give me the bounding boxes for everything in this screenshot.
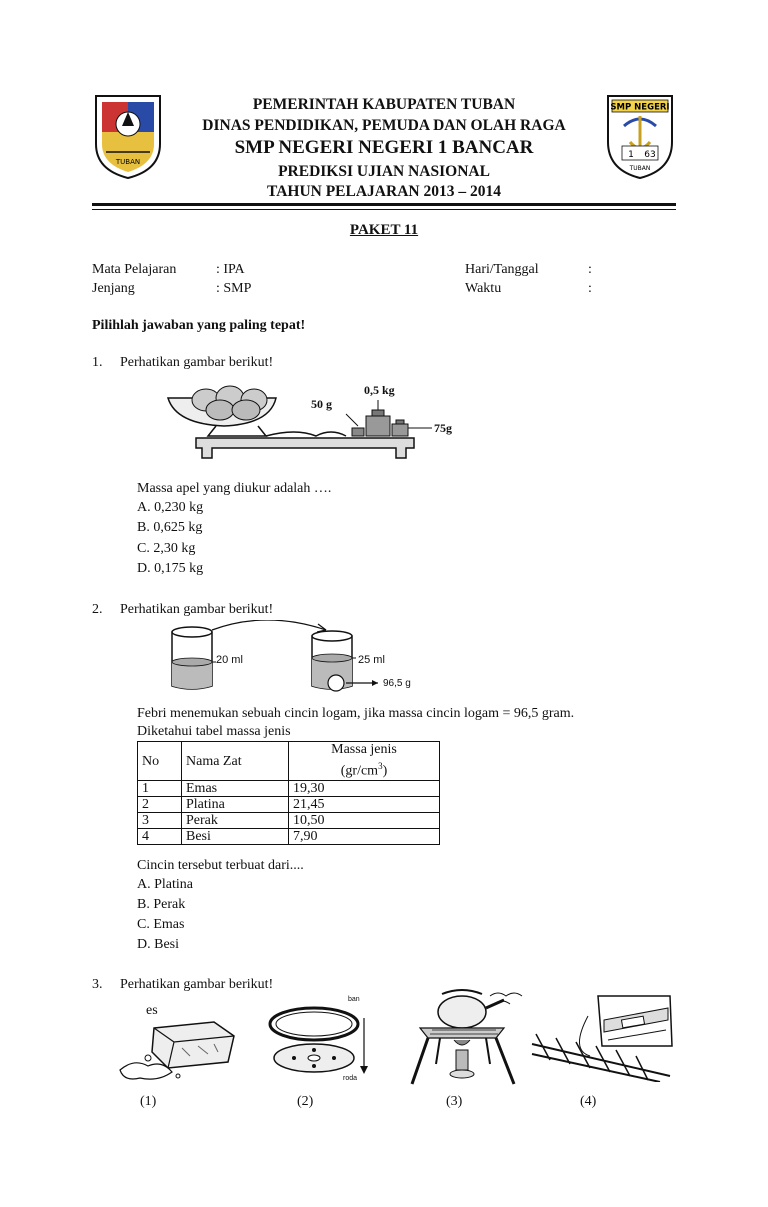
mapel-label: Mata Pelajaran: [92, 262, 177, 277]
table-cell-massa: 21,45: [289, 797, 440, 813]
q1-question: Massa apel yang diukur adalah ….: [137, 481, 332, 496]
left-logo-text: TUBAN: [115, 158, 141, 166]
q1-label-75g: 75g: [434, 421, 452, 435]
header-rule-thick: [92, 203, 676, 206]
q1-label-05kg: 0,5 kg: [364, 383, 395, 397]
q2-option-d: D. Besi: [137, 937, 179, 952]
table-header-massa-label: Massa jenis: [331, 742, 397, 758]
q2-label-25ml: 25 ml: [358, 654, 385, 666]
table-header-row: [138, 742, 440, 781]
q2-prompt: Perhatikan gambar berikut!: [120, 602, 274, 617]
q3-caption-1: (1): [140, 1094, 157, 1109]
q3-label-ban: ban: [348, 996, 360, 1003]
q1-label-50g: 50 g: [311, 397, 332, 411]
q2-question: Cincin tersebut terbuat dari....: [137, 858, 304, 873]
q3-label-roda: roda: [343, 1075, 358, 1082]
table-cell-no: 3: [138, 813, 182, 829]
hari-value: :: [588, 262, 592, 277]
table-cell-massa: 10,50: [289, 813, 440, 829]
q1-option-d: D. 0,175 kg: [137, 561, 204, 576]
q2-label-mass: 96,5 g: [383, 678, 411, 689]
header-rule-thin: [92, 209, 676, 210]
table-header-nama: Nama Zat: [182, 742, 289, 781]
q3-prompt: Perhatikan gambar berikut!: [120, 977, 274, 992]
table-cell-nama: Emas: [182, 781, 289, 797]
q3-caption-3: (3): [446, 1094, 463, 1109]
q3-caption-2: (2): [297, 1094, 314, 1109]
q1-option-b: B. 0,625 kg: [137, 520, 203, 535]
table-header-unit-sup: 3: [378, 761, 383, 772]
q3-figure-3-kettle: [406, 988, 528, 1092]
q3-figure-4-rail: [530, 990, 676, 1082]
q2-label-20ml: 20 ml: [216, 654, 243, 666]
q2-option-b: B. Perak: [137, 897, 186, 912]
paket-title: PAKET 11: [349, 222, 419, 238]
header-line2: DINAS PENDIDIKAN, PEMUDA DAN OLAH RAGA: [202, 117, 566, 134]
right-logo-title: SMP NEGERI: [610, 102, 670, 113]
q2-option-a: A. Platina: [137, 877, 193, 892]
q3-caption-4: (4): [580, 1094, 597, 1109]
q1-option-c: C. 2,30 kg: [137, 541, 196, 556]
q2-text1: Febri menemukan sebuah cincin logam, jika massa cincin logam = 96,5 gram.: [137, 706, 575, 721]
jenjang-label: Jenjang: [92, 281, 135, 296]
density-table: [137, 741, 440, 845]
q3-label-es: es: [146, 1003, 158, 1018]
q3-figure-2-wheel: [264, 1000, 380, 1088]
table-row: [138, 829, 440, 845]
q1-prompt: Perhatikan gambar berikut!: [120, 355, 274, 370]
header-line5: TAHUN PELAJARAN 2013 – 2014: [267, 183, 501, 200]
right-logo-num2: 63: [644, 150, 656, 160]
table-header-unit: [293, 758, 435, 780]
mapel-value: : IPA: [216, 262, 245, 277]
waktu-label: Waktu: [465, 281, 502, 296]
q2-option-c: C. Emas: [137, 917, 185, 932]
table-header-no: No: [138, 742, 182, 781]
header-line1: PEMERINTAH KABUPATEN TUBAN: [252, 96, 516, 113]
table-header-massa: [289, 742, 440, 781]
instruction: Pilihlah jawaban yang paling tepat!: [92, 318, 306, 333]
table-cell-no: 4: [138, 829, 182, 845]
q3-number: 3.: [92, 977, 103, 992]
jenjang-value: : SMP: [216, 281, 252, 296]
hari-label: Hari/Tanggal: [465, 262, 539, 277]
table-row: [138, 781, 440, 797]
table-row: [138, 813, 440, 829]
q2-number: 2.: [92, 602, 103, 617]
table-cell-nama: Platina: [182, 797, 289, 813]
q1-scale-figure: [166, 378, 466, 464]
q2-cylinders-figure: [166, 620, 386, 696]
table-row: [138, 797, 440, 813]
q1-number: 1.: [92, 355, 103, 370]
table-header-unit-b: ): [382, 763, 388, 779]
q3-figure-1-ice: [118, 1018, 240, 1084]
table-cell-no: 1: [138, 781, 182, 797]
q2-text2: Diketahui tabel massa jenis: [137, 724, 291, 739]
waktu-value: :: [588, 281, 592, 296]
header-line3: SMP NEGERI NEGERI 1 BANCAR: [234, 137, 534, 158]
right-logo-bottom: TUBAN: [629, 165, 651, 172]
table-cell-massa: 7,90: [289, 829, 440, 845]
table-cell-nama: Perak: [182, 813, 289, 829]
table-cell-no: 2: [138, 797, 182, 813]
header-line4: PREDIKSI UJIAN NASIONAL: [278, 163, 490, 180]
right-logo-num: 1: [628, 150, 634, 160]
q1-option-a: A. 0,230 kg: [137, 500, 204, 515]
table-header-unit-a: (gr/cm: [340, 763, 379, 779]
table-cell-massa: 19,30: [289, 781, 440, 797]
table-cell-nama: Besi: [182, 829, 289, 845]
